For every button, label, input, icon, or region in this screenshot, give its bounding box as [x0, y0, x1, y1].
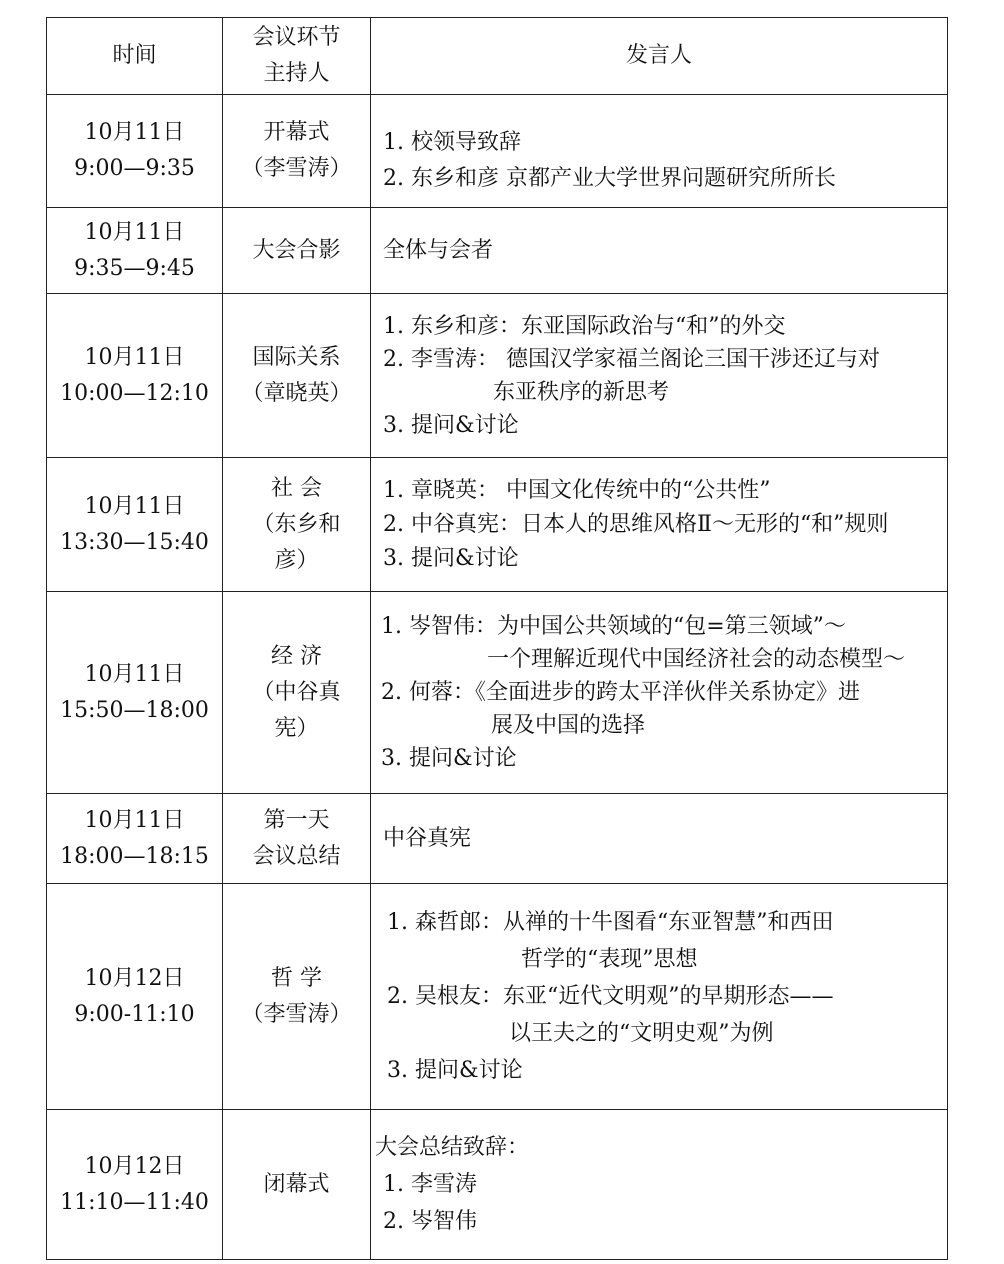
host-text: （中谷真: [252, 679, 341, 705]
date-text: 10月12日: [84, 1153, 185, 1179]
session-text: 大会合影: [252, 237, 341, 263]
time-text: 15:50—18:00: [60, 697, 209, 723]
date-text: 10月11日: [84, 344, 185, 370]
speakers-cell: [371, 1110, 948, 1260]
session-text: 第一天: [263, 807, 330, 833]
time-text: 9:35—9:45: [74, 255, 195, 281]
speaker-line: 1. 李雪涛: [383, 1172, 477, 1197]
time-text: 9:00—9:35: [74, 156, 195, 181]
speaker-line: 2. 岑智伟: [383, 1209, 477, 1234]
speakers-cell: [371, 458, 948, 592]
session-text: 社 会: [271, 475, 322, 501]
time-text: 13:30—15:40: [60, 529, 209, 555]
table-row: [47, 294, 948, 458]
speakers-cell: [371, 794, 948, 884]
table-row: [47, 95, 948, 208]
session-cell: [223, 458, 371, 592]
speaker-line-continued: 以王夫之的“文明史观”为例: [509, 1021, 774, 1046]
session-cell: [223, 294, 371, 458]
speaker-line-continued: 一个理解近现代中国经济社会的动态模型〜: [487, 647, 906, 672]
time-cell: [47, 208, 223, 294]
host-text: 宪）: [274, 715, 319, 741]
speaker-line: 2. 中谷真宪：日本人的思维风格Ⅱ〜无形的“和”规则: [383, 511, 889, 537]
speaker-line-continued: 哲学的“表现”思想: [521, 947, 698, 972]
table-row: [47, 458, 948, 592]
session-text: 开幕式: [263, 120, 330, 145]
date-text: 10月11日: [84, 493, 185, 519]
session-cell: [223, 884, 371, 1110]
speaker-line: 1. 章晓英： 中国文化传统中的“公共性”: [383, 477, 771, 503]
time-cell: [47, 1110, 223, 1260]
table-row: [47, 884, 948, 1110]
date-text: 10月12日: [84, 965, 185, 991]
speaker-line: 2. 东乡和彦 京都产业大学世界问题研究所所长: [383, 166, 836, 191]
header-speakers: 发言人: [371, 18, 948, 95]
date-text: 10月11日: [84, 807, 185, 833]
schedule-table: [46, 17, 948, 1260]
speaker-line-continued: 展及中国的选择: [491, 713, 646, 738]
header-time: 时间: [47, 18, 223, 95]
host-text: （李雪涛）: [241, 1001, 352, 1027]
speakers-cell: [371, 884, 948, 1110]
date-text: 10月11日: [84, 219, 185, 245]
header-host-line: 主持人: [263, 61, 330, 86]
speaker-line: 1. 岑智伟：为中国公共领域的“包=第三领域”〜: [381, 614, 846, 639]
speaker-line: 2. 吴根友：东亚“近代文明观”的早期形态——: [387, 984, 834, 1009]
table-row: [47, 1110, 948, 1260]
session-cell: [223, 592, 371, 794]
table-row: [47, 208, 948, 294]
table-row: [47, 592, 948, 794]
speakers-cell: [371, 294, 948, 458]
speakers-cell: [371, 208, 948, 294]
header-row: [47, 18, 948, 95]
time-text: 11:10—11:40: [60, 1189, 209, 1215]
speaker-line: 3. 提问&讨论: [383, 545, 519, 571]
session-text: 哲 学: [271, 965, 322, 991]
session-text: 会议总结: [252, 843, 341, 869]
date-text: 10月11日: [84, 661, 185, 687]
speaker-line: 中谷真宪: [383, 825, 472, 851]
host-text: （东乡和: [252, 511, 341, 537]
table-row: [47, 794, 948, 884]
time-cell: [47, 884, 223, 1110]
speaker-line: 2. 李雪涛： 德国汉学家福兰阁论三国干涉还辽与对: [383, 346, 880, 372]
speaker-intro-line: 大会总结致辞：: [375, 1135, 530, 1160]
speaker-line: 1. 东乡和彦：东亚国际政治与“和”的外交: [383, 313, 786, 339]
date-text: 10月11日: [84, 120, 185, 145]
session-cell: [223, 794, 371, 884]
speaker-line: 3. 提问&讨论: [383, 412, 519, 438]
time-text: 18:00—18:15: [60, 843, 209, 869]
session-text: 经 济: [271, 643, 322, 669]
speaker-line: 3. 提问&讨论: [381, 746, 517, 771]
time-cell: [47, 294, 223, 458]
speaker-line: 1. 校领导致辞: [383, 130, 521, 155]
header-session-line: 会议环节: [252, 25, 341, 50]
speaker-line: 3. 提问&讨论: [387, 1058, 523, 1083]
host-text: （李雪涛）: [241, 156, 352, 181]
speaker-line: 2. 何蓉：《全面进步的跨太平洋伙伴关系协定》进: [381, 680, 860, 705]
session-cell: [223, 208, 371, 294]
time-cell: [47, 592, 223, 794]
session-text: 闭幕式: [263, 1171, 330, 1197]
host-text: （章晓英）: [241, 380, 352, 406]
speaker-line: 1. 森哲郎：从禅的十牛图看“东亚智慧”和西田: [387, 910, 834, 935]
speakers-cell: [371, 592, 948, 794]
time-cell: [47, 95, 223, 208]
speaker-line: 全体与会者: [383, 237, 494, 263]
time-text: 10:00—12:10: [60, 380, 209, 406]
speakers-cell: [371, 95, 948, 208]
host-text: 彦）: [274, 547, 319, 573]
speaker-line-continued: 东亚秩序的新思考: [493, 379, 670, 405]
session-cell: [223, 1110, 371, 1260]
session-text: 国际关系: [252, 344, 341, 370]
session-cell: [223, 95, 371, 208]
time-cell: [47, 794, 223, 884]
header-session: [223, 18, 371, 95]
time-cell: [47, 458, 223, 592]
time-text: 9:00-11:10: [74, 1001, 195, 1027]
